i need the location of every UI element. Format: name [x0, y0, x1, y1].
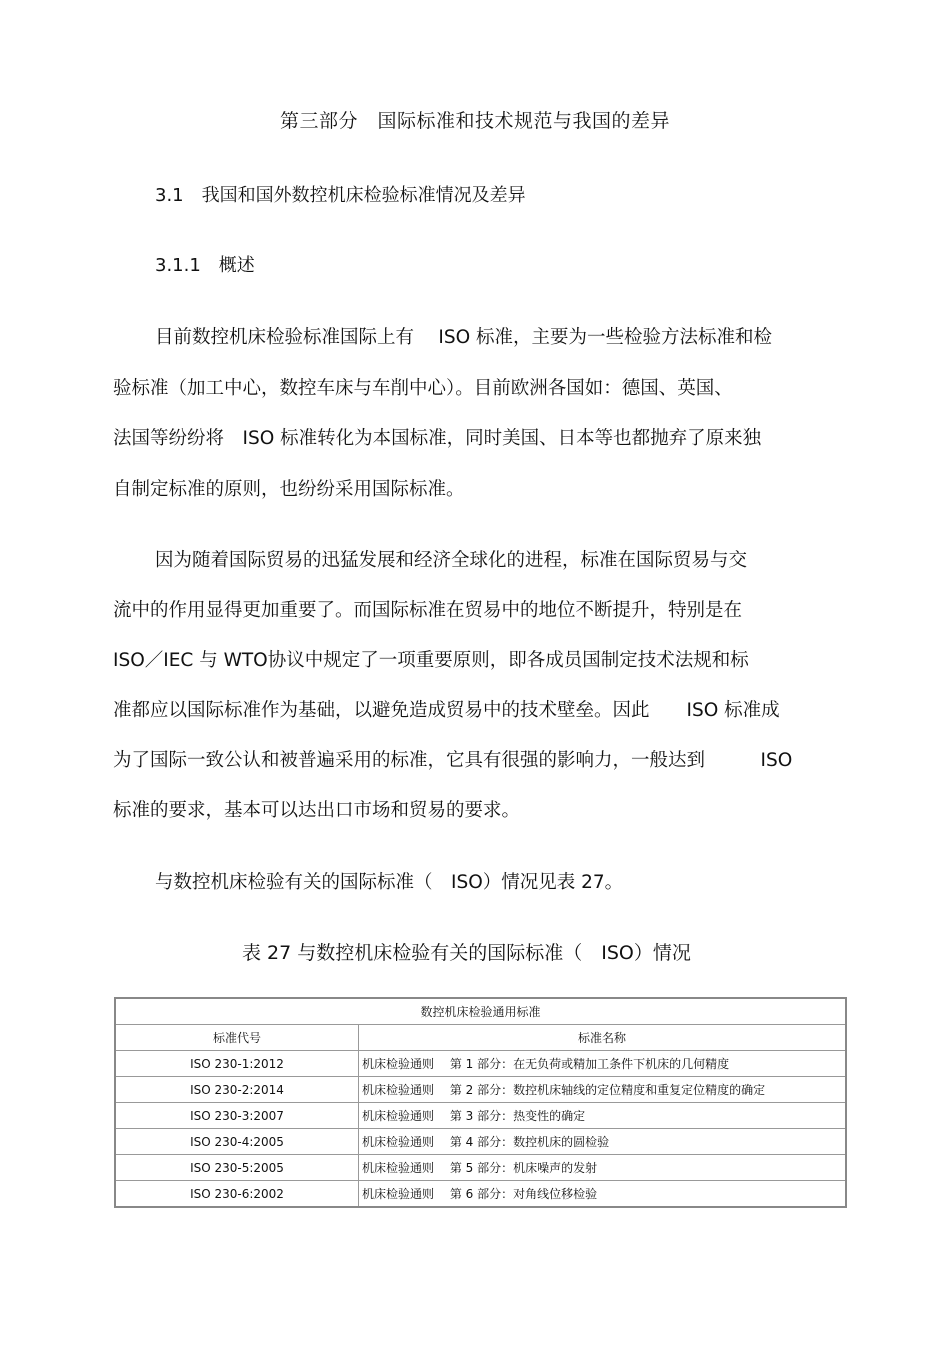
paragraph-line: 验标准（加工中心，数控车床与车削中心）。目前欧洲各国如：德国、英国、	[113, 378, 733, 399]
standard-name: 机床检验通则 第 2 部分：数控机床轴线的定位精度和重复定位精度的确定	[359, 1077, 847, 1103]
standard-code: ISO 230-6:2002	[115, 1181, 359, 1208]
paragraph-line: 为了国际一致公认和被普遍采用的标准，它具有很强的影响力，一般达到 ISO	[113, 750, 793, 771]
column-header-name: 标准名称	[359, 1025, 847, 1051]
standards-table	[114, 997, 847, 1208]
table-row	[115, 1155, 846, 1181]
section-heading: 3.1 我国和国外数控机床检验标准情况及差异	[155, 185, 526, 206]
paragraph-line: 因为随着国际贸易的迅猛发展和经济全球化的进程，标准在国际贸易与交	[155, 550, 748, 571]
table-row	[115, 1129, 846, 1155]
part-heading: 第三部分 国际标准和技术规范与我国的差异	[280, 110, 671, 132]
table-group-title: 数控机床检验通用标准	[115, 998, 846, 1025]
table-row	[115, 1103, 846, 1129]
standard-code: ISO 230-1:2012	[115, 1051, 359, 1077]
paragraph-line: 流中的作用显得更加重要了。而国际标准在贸易中的地位不断提升，特别是在	[113, 600, 743, 621]
standard-code: ISO 230-3:2007	[115, 1103, 359, 1129]
paragraph-line: 目前数控机床检验标准国际上有 ISO 标准，主要为一些检验方法标准和检	[155, 327, 773, 348]
table-caption: 表 27 与数控机床检验有关的国际标准（ ISO）情况	[242, 942, 691, 964]
subsection-heading: 3.1.1 概述	[155, 255, 255, 276]
table-group-row	[115, 998, 846, 1025]
standard-code: ISO 230-5:2005	[115, 1155, 359, 1181]
standard-code: ISO 230-4:2005	[115, 1129, 359, 1155]
standard-code: ISO 230-2:2014	[115, 1077, 359, 1103]
table-row	[115, 1051, 846, 1077]
table-row	[115, 1181, 846, 1208]
standard-name: 机床检验通则 第 1 部分：在无负荷或精加工条件下机床的几何精度	[359, 1051, 847, 1077]
standard-name: 机床检验通则 第 4 部分：数控机床的圆检验	[359, 1129, 847, 1155]
standard-name: 机床检验通则 第 3 部分：热变性的确定	[359, 1103, 847, 1129]
paragraph-3: 与数控机床检验有关的国际标准（ ISO）情况见表 27。	[155, 872, 624, 893]
paragraph-line: ISO／IEC 与 WTO协议中规定了一项重要原则，即各成员国制定技术法规和标	[113, 650, 749, 671]
standard-name: 机床检验通则 第 5 部分：机床噪声的发射	[359, 1155, 847, 1181]
column-header-code: 标准代号	[115, 1025, 359, 1051]
table-row	[115, 1077, 846, 1103]
standard-name: 机床检验通则 第 6 部分：对角线位移检验	[359, 1181, 847, 1208]
paragraph-line: 自制定标准的原则，也纷纷采用国际标准。	[113, 479, 465, 500]
paragraph-line: 标准的要求，基本可以达出口市场和贸易的要求。	[113, 800, 521, 821]
paragraph-line: 准都应以国际标准作为基础，以避免造成贸易中的技术壁垒。因此 ISO 标准成	[113, 700, 780, 721]
paragraph-line: 法国等纷纷将 ISO 标准转化为本国标准，同时美国、日本等也都抛弃了原来独	[113, 428, 762, 449]
table-header-row	[115, 1025, 846, 1051]
